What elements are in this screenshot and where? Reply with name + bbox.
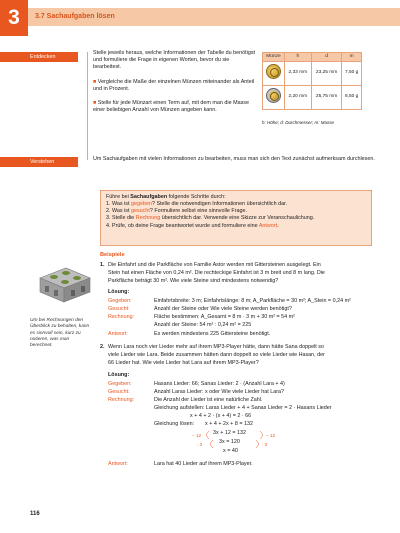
op-right-1: − 12 (266, 433, 276, 438)
table-cell: 7,50 g (342, 62, 362, 86)
verstehen-tag: Verstehen (0, 157, 78, 167)
ex2-gesucht-row: Gesucht: Anzahl Laras Lieder: x oder Wie viele Lieder hat Lara? (108, 389, 285, 395)
ex2-text-2: viele Lieder wie Lara. Beide zusammen hätten dann doppelt so viele Lieder wie Hasan, der (108, 352, 325, 358)
col-header: h (284, 53, 311, 62)
ex2-loesung: Lösung: (108, 372, 130, 378)
grid-stone-image (36, 262, 94, 307)
ex1-antwort-row: Antwort: Es werden mindestens 225 Gittersteine benötigt. (108, 331, 271, 337)
op-left-2: : 3 (197, 442, 203, 447)
two-euro-coin-icon (266, 88, 281, 103)
step-2: 2. Was ist gesucht? Formuliere selbst eine sinnvolle Frage. (106, 208, 247, 215)
page-number: 116 (30, 511, 40, 517)
ex1-loesung: Lösung: (108, 289, 130, 295)
entdecken-tag: Entdecken (0, 52, 78, 62)
table-cell: 8,50 g (342, 86, 362, 110)
entdecken-bullet-2 (93, 100, 255, 114)
op-right-2: : 3 (262, 442, 268, 447)
ex1-rechnung-row: Rechnung: Fläche bestimmen: A_Gesamt = 8 m · 3 m + 30 m² = 54 m² (108, 314, 295, 320)
ex1-text-1: Die Einfahrt und die Parkfläche von Familie Astor werden mit Gittersteinen ausgelegt. Ein (108, 262, 321, 268)
equation-2: 3x + 12 = 132 (213, 430, 246, 436)
one-euro-coin-icon (266, 64, 281, 79)
table-row (263, 62, 362, 86)
col-header: Münze (263, 53, 285, 62)
section-title: 3.7 Sachaufgaben lösen (35, 13, 115, 20)
ex2-text-3: 66 Lieder hat. Wie viele Lieder hat Lara auf ihrem MP3-Player? (108, 360, 259, 366)
chapter-number: 3 (0, 0, 28, 36)
side-note: Um bei Rechnungen den Überblick zu behalten, kann es sinnvoll sein, kurz zu notieren, was man berechnet. (30, 318, 90, 349)
equation-3: 3x = 120 (219, 439, 240, 445)
step-1: 1. Was ist gegeben? Stelle die notwendigen Informationen übersichtlich dar. (106, 201, 288, 208)
bullet-text: Vergleiche die Maße der einzelnen Münzen miteinander als Anteil und in Prozent. (93, 79, 255, 93)
ex1-gegeben-row: Gegeben: Einfahrtsbreite: 3 m; Einfahrtslänge: 8 m; A_Parkfläche = 30 m²; A_Stein = 0,24 m² (108, 298, 351, 304)
op-left-1: − 12 (192, 433, 202, 438)
bullet-icon: ■ (93, 79, 98, 85)
ex2-text-1: Wenn Lara noch vier Lieder mehr auf ihrem MP3-Player hätte, dann hätte Sana doppelt so (108, 344, 324, 350)
ex2-rechnung-row-2: Gleichung aufstellen: Laras Lieder + 4 + Sanas Lieder = 2 · Hasans Lieder (154, 405, 332, 411)
table-legend: h: Höhe; d: Durchmesser; m: Masse (262, 120, 335, 125)
entdecken-intro: Stelle jeweils heraus, welche Informationen der Tabelle du benötigst und formuliere die Frage in eigenen Worten, bevor du sie bearbeitest. (93, 50, 256, 71)
divider-line (87, 52, 88, 160)
equation-1: x + 4 + 2x + 8 = 132 (205, 421, 253, 427)
step-4: 4. Prüfe, ob deine Frage beantwortet wurde und formuliere eine Antwort. (106, 222, 279, 229)
beispiele-heading: Beispiele (100, 252, 125, 258)
ex2-rechnung-row: Rechnung: Die Anzahl der Lieder ist eine natürliche Zahl. (108, 397, 263, 403)
ex1-number: 1. (100, 262, 105, 268)
ex2-number: 2. (100, 344, 105, 350)
ex2-rechnung-row-4: Gleichung lösen: (154, 421, 195, 427)
table-cell: 2,33 mm (284, 62, 311, 86)
ex1-text-3: Parkfläche beträgt 30 m². Wie viele Steine sind mindestens notwendig? (108, 278, 279, 284)
ex2-gegeben-row: Gegeben: Hasans Lieder: 66; Sanas Lieder: 2 · (Anzahl Lara + 4) (108, 381, 285, 387)
table-row (263, 86, 362, 110)
header-band (28, 8, 400, 26)
table-cell: 25,75 mm (311, 86, 342, 110)
coin-table (262, 52, 362, 110)
table-cell: 23,25 mm (311, 62, 342, 86)
ex1-gesucht-row: Gesucht: Anzahl der Steine oder Wie viele Steine werden benötigt? (108, 306, 292, 312)
ex2-antwort-row: Antwort: Lara hat 40 Lieder auf ihrem MP3-Player. (108, 461, 253, 467)
table-cell: 2,20 mm (284, 86, 311, 110)
transformation-arrows (200, 428, 272, 454)
entdecken-bullet-1 (93, 79, 255, 93)
col-header: d (311, 53, 342, 62)
steps-box (100, 190, 372, 246)
ex1-text-2: Stein hat einen Fläche von 0,24 m². Die rechteckige Einfahrt ist 3 m breit und 8 m lang. Die (108, 270, 325, 276)
ex2-rechnung-row-3: x + 4 + 2 · (x + 4) = 2 · 66 (190, 413, 252, 419)
bullet-text: Stelle für jede Münzart einen Term auf, mit dem man die Masse einer beliebigen Anzahl von Münzen angeben kann. (93, 100, 249, 114)
step-3: 3. Stelle die Rechnung übersichtlich dar. Verwende eine Skizze zur Veranschaulichung. (106, 215, 315, 222)
verstehen-intro: Um Sachaufgaben mit vielen Informationen zu bearbeiten, muss man sich den Text zunächst aufmerksam durchlesen. (93, 156, 375, 162)
equation-4: x = 40 (223, 448, 238, 454)
ex1-rechnung-row-2: Anzahl der Steine: 54 m² : 0,24 m² = 225 (154, 322, 252, 328)
bullet-icon: ■ (93, 100, 98, 106)
steps-lead: Führe bei Sachaufgaben folgende Schritte durch: (106, 194, 226, 200)
col-header: m (342, 53, 362, 62)
